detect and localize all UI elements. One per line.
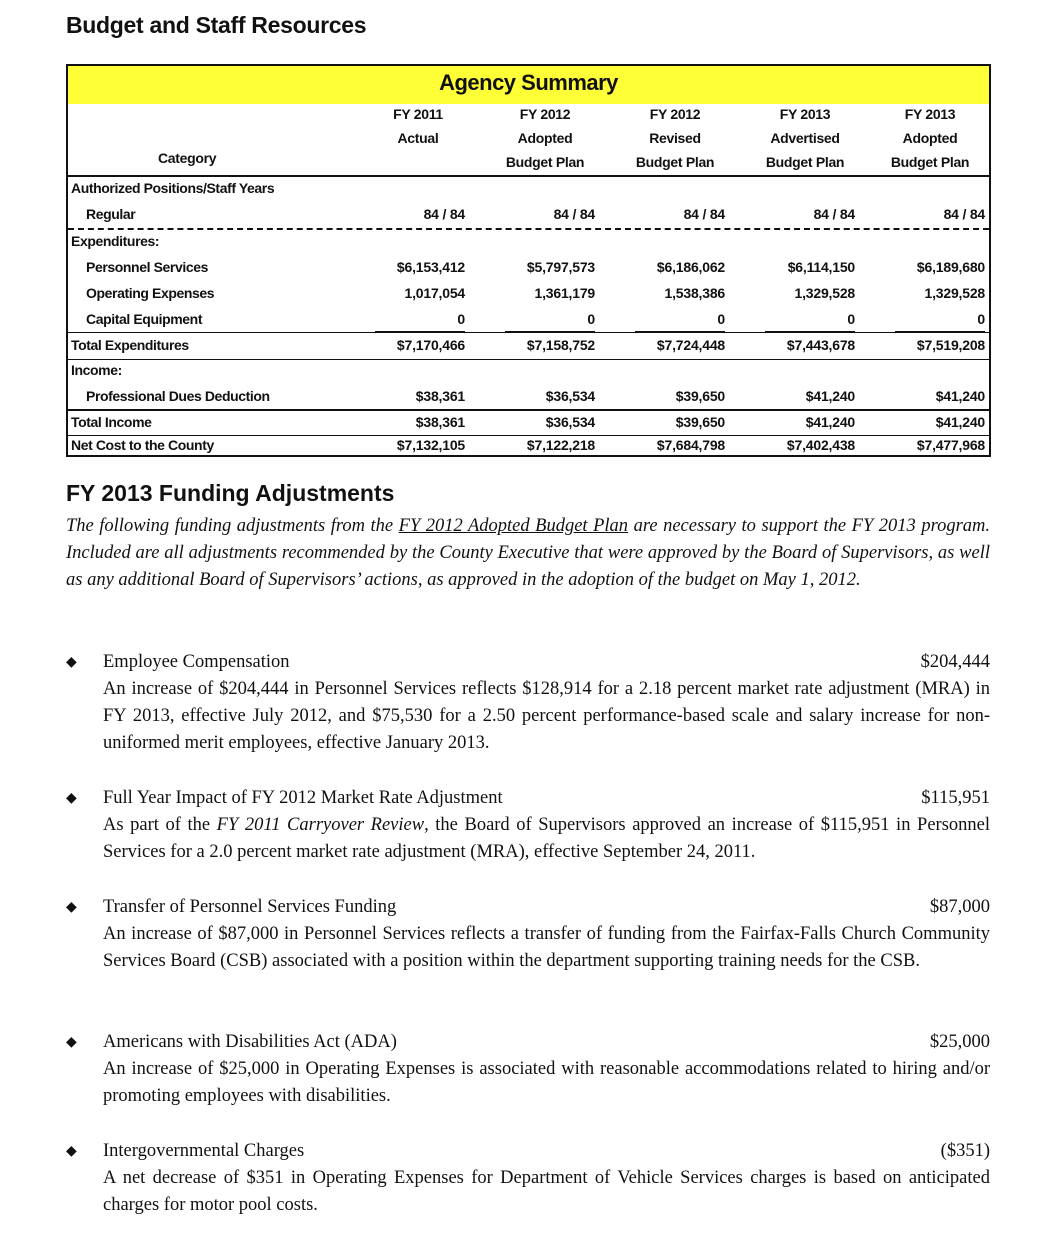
carryover-review-reference: FY 2011 Carryover Review: [216, 815, 425, 835]
adjustment-name: Transfer of Personnel Services Funding: [103, 897, 397, 917]
cell-value: $36,534: [545, 414, 595, 430]
agency-summary-table: [66, 64, 991, 457]
row-label: Authorized Positions/Staff Years: [71, 180, 275, 196]
row-label: Income:: [71, 362, 122, 378]
row-regular: [68, 202, 989, 230]
category-header: Category: [158, 150, 217, 166]
column-header-fy2011-actual: FY 2011 Actual: [393, 106, 443, 146]
cell-value: $7,477,968: [916, 437, 985, 453]
cell-value: $5,797,573: [526, 259, 595, 275]
adjustments-title: FY 2013 Funding Adjustments: [66, 480, 395, 506]
cell-value: 84 / 84: [423, 206, 465, 222]
table-banner-title: Agency Summary: [439, 70, 618, 95]
row-positions-header: [68, 176, 989, 202]
cell-value: $7,519,208: [916, 337, 985, 353]
cell-value: $41,240: [805, 414, 855, 430]
cell-value: 0: [717, 311, 725, 327]
cell-value: 1,361,179: [534, 285, 595, 301]
diamond-bullet-icon: ◆: [66, 655, 77, 670]
diamond-bullet-icon: ◆: [66, 791, 77, 806]
cell-value: $7,158,752: [526, 337, 595, 353]
cell-value: 84 / 84: [813, 206, 855, 222]
row-expenditures-header: [68, 229, 989, 255]
cell-value: 84 / 84: [553, 206, 595, 222]
adjustment-item-full-year-mra: [66, 785, 990, 862]
adjustments-intro: The following funding adjustments from the FY 2012 Adopted Budget Plan are necessary to support the FY 2013 program. Included are all adjustments recommended by the County Executive that were approved by the Board of Supervisors, as well as any additional Board of Supervisors’ actions, as approved in the adoption of the budget on May 1, 2012.: [66, 516, 991, 590]
cell-value: 0: [977, 311, 985, 327]
row-label: Net Cost to the County: [71, 437, 214, 453]
row-total-expenditures: [68, 332, 989, 360]
cell-value: $7,684,798: [656, 437, 725, 453]
cell-value: 1,538,386: [664, 285, 725, 301]
cell-value: $6,153,412: [396, 259, 465, 275]
budget-plan-reference: FY 2012 Adopted Budget Plan: [398, 516, 629, 536]
cell-value: 0: [847, 311, 855, 327]
cell-value: $7,402,438: [786, 437, 855, 453]
cell-value: 1,329,528: [794, 285, 855, 301]
cell-value: $7,170,466: [396, 337, 465, 353]
cell-value: $41,240: [935, 414, 985, 430]
cell-value: 84 / 84: [943, 206, 985, 222]
row-income-header: [68, 358, 989, 384]
row-label: Total Income: [71, 414, 152, 430]
cell-value: $6,186,062: [656, 259, 725, 275]
adjustment-item-personnel-transfer: [66, 894, 990, 978]
cell-value: $6,189,680: [916, 259, 985, 275]
adjustment-amount: $25,000: [929, 1032, 990, 1052]
row-label: Operating Expenses: [86, 285, 215, 301]
cell-value: $7,132,105: [396, 437, 465, 453]
adjustment-name: Full Year Impact of FY 2012 Market Rate Adjustment: [103, 788, 503, 808]
adjustment-name: Intergovernmental Charges: [103, 1141, 305, 1161]
adjustment-amount: $204,444: [920, 652, 990, 672]
row-professional-dues: [68, 384, 989, 410]
row-personnel-services: [68, 255, 989, 281]
row-label: Personnel Services: [86, 259, 208, 275]
cell-value: $38,361: [415, 388, 465, 404]
section-title: Budget and Staff Resources: [66, 12, 367, 38]
column-header-fy2013-advertised: FY 2013 Advertised Budget Plan: [765, 106, 845, 170]
adjustment-amount: ($351): [940, 1141, 990, 1161]
row-operating-expenses: [68, 281, 989, 307]
diamond-bullet-icon: ◆: [66, 900, 77, 915]
adjustment-description: A net decrease of $351 in Operating Expenses for Department of Vehicle Services charges is based on anticipated charges for motor pool costs.: [103, 1168, 990, 1215]
cell-value: $7,443,678: [786, 337, 855, 353]
cell-value: $38,361: [415, 414, 465, 430]
diamond-bullet-icon: ◆: [66, 1144, 77, 1159]
adjustment-name: Employee Compensation: [103, 652, 290, 672]
table-banner: [68, 66, 989, 104]
cell-value: 0: [587, 311, 595, 327]
cell-value: 1,329,528: [924, 285, 985, 301]
column-header-fy2013-adopted: FY 2013 Adopted Budget Plan: [890, 106, 970, 170]
cell-value: 0: [457, 311, 465, 327]
adjustment-description: As part of the FY 2011 Carryover Review, the Board of Supervisors approved an increase of $115,951 in Personnel Services for a 2.0 percent market rate adjustment (MRA), effective September 24, 2011.: [103, 815, 990, 862]
adjustment-amount: $87,000: [929, 897, 990, 917]
row-label: Expenditures:: [71, 233, 160, 249]
row-label: Regular: [86, 206, 136, 222]
row-label: Total Expenditures: [71, 337, 189, 353]
column-header-fy2012-revised: FY 2012 Revised Budget Plan: [635, 106, 715, 170]
cell-value: $36,534: [545, 388, 595, 404]
adjustment-amount: $115,951: [921, 788, 990, 808]
cell-value: $7,724,448: [656, 337, 725, 353]
cell-value: $39,650: [675, 388, 725, 404]
cell-value: $41,240: [805, 388, 855, 404]
adjustment-description: An increase of $204,444 in Personnel Services reflects $128,914 for a 2.18 percent market rate adjustment (MRA) in FY 2013, effective July 2012, and $75,530 for a 2.50 percent performance-based scale and salary increase for non-uniformed merit employees, effective January 2013.: [103, 679, 990, 753]
cell-value: $6,114,150: [787, 259, 855, 275]
adjustment-item-employee-compensation: [66, 649, 990, 753]
adjustment-item-ada: [66, 1029, 990, 1106]
row-net-cost: [68, 433, 989, 459]
column-header-fy2012-adopted: FY 2012 Adopted Budget Plan: [505, 106, 585, 170]
cell-value: 84 / 84: [683, 206, 725, 222]
adjustment-description: An increase of $25,000 in Operating Expenses is associated with reasonable accommodations related to hiring and/or promoting employees with disabilities.: [103, 1059, 990, 1106]
cell-value: $39,650: [675, 414, 725, 430]
cell-value: $7,122,218: [526, 437, 595, 453]
adjustment-description: An increase of $87,000 in Personnel Services reflects a transfer of funding from the Fairfax-Falls Church Community Services Board (CSB) associated with a position within the department supporting training needs for the CSB.: [103, 924, 990, 971]
row-label: Capital Equipment: [86, 311, 203, 327]
diamond-bullet-icon: ◆: [66, 1035, 77, 1050]
adjustment-name: Americans with Disabilities Act (ADA): [103, 1032, 397, 1052]
row-capital-equipment: [68, 307, 989, 333]
cell-value: 1,017,054: [404, 285, 465, 301]
cell-value: $41,240: [935, 388, 985, 404]
adjustment-item-intergovernmental: [66, 1138, 990, 1215]
row-label: Professional Dues Deduction: [86, 388, 270, 404]
